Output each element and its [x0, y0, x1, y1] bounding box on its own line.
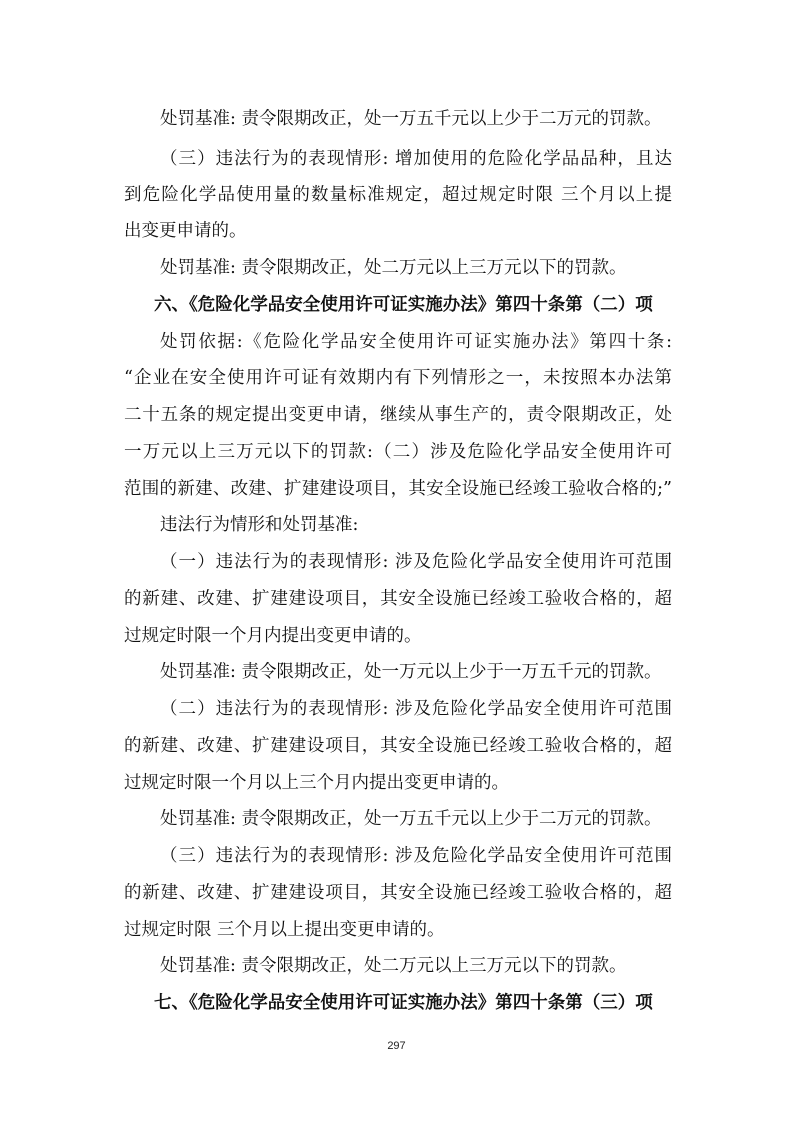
- paragraph-line: 的新建、改建、扩建建设项目，其安全设施已经竣工验收合格的，超: [124, 883, 672, 903]
- paragraph-line: 处罚基准: 责令限期改正，处一万五千元以上少于二万元的罚款。: [160, 109, 662, 129]
- section-heading: 六、《危险化学品安全使用许可证实施办法》第四十条第（二）项: [154, 295, 653, 315]
- paragraph-line: 处罚基准: 责令限期改正，处一万元以上少于一万五千元的罚款。: [160, 662, 662, 682]
- section-heading: 七、《危险化学品安全使用许可证实施办法》第四十条第（三）项: [154, 993, 653, 1013]
- paragraph-line: 过规定时限一个月以上三个月内提出变更申请的。: [124, 773, 509, 793]
- paragraph-line: 违法行为情形和处罚基准:: [160, 515, 359, 535]
- paragraph-line: 的新建、改建、扩建建设项目，其安全设施已经竣工验收合格的，超: [124, 736, 672, 756]
- paragraph-line: 处罚基准: 责令限期改正，处二万元以上三万元以下的罚款。: [160, 258, 627, 278]
- paragraph-line: 出变更申请的。: [124, 221, 247, 241]
- paragraph-line: （二）违法行为的表现情形: 涉及危险化学品安全使用许可范围: [160, 699, 672, 719]
- paragraph-line: （三）违法行为的表现情形: 涉及危险化学品安全使用许可范围: [160, 846, 672, 866]
- paragraph-line: 处罚基准: 责令限期改正，处二万元以上三万元以下的罚款。: [160, 956, 627, 976]
- paragraph-line: 的新建、改建、扩建建设项目，其安全设施已经竣工验收合格的，超: [124, 589, 672, 609]
- paragraph-line: 到危险化学品使用量的数量标准规定，超过规定时限 三个月以上提: [124, 185, 672, 205]
- paragraph-line: （三）违法行为的表现情形: 增加使用的危险化学品品种，且达: [160, 149, 672, 169]
- paragraph-line: 二十五条的规定提出变更申请，继续从事生产的，责令限期改正，处: [124, 405, 672, 425]
- paragraph-line: 处罚基准: 责令限期改正，处一万五千元以上少于二万元的罚款。: [160, 809, 662, 829]
- paragraph-line: 过规定时限一个月内提出变更申请的。: [124, 626, 422, 646]
- paragraph-line: 过规定时限 三个月以上提出变更申请的。: [124, 920, 445, 940]
- paragraph-line: 一万元以上三万元以下的罚款:（二）涉及危险化学品安全使用许可: [124, 442, 672, 462]
- paragraph-line: “企业在安全使用许可证有效期内有下列情形之一，未按照本办法第: [124, 368, 672, 388]
- paragraph-line: 处罚依据:《危险化学品安全使用许可证实施办法》第四十条:: [160, 332, 672, 352]
- paragraph-line: （一）违法行为的表现情形: 涉及危险化学品安全使用许可范围: [160, 552, 672, 572]
- paragraph-line: 范围的新建、改建、扩建建设项目，其安全设施已经竣工验收合格的;”: [124, 479, 672, 499]
- page-number: 297: [387, 1040, 406, 1052]
